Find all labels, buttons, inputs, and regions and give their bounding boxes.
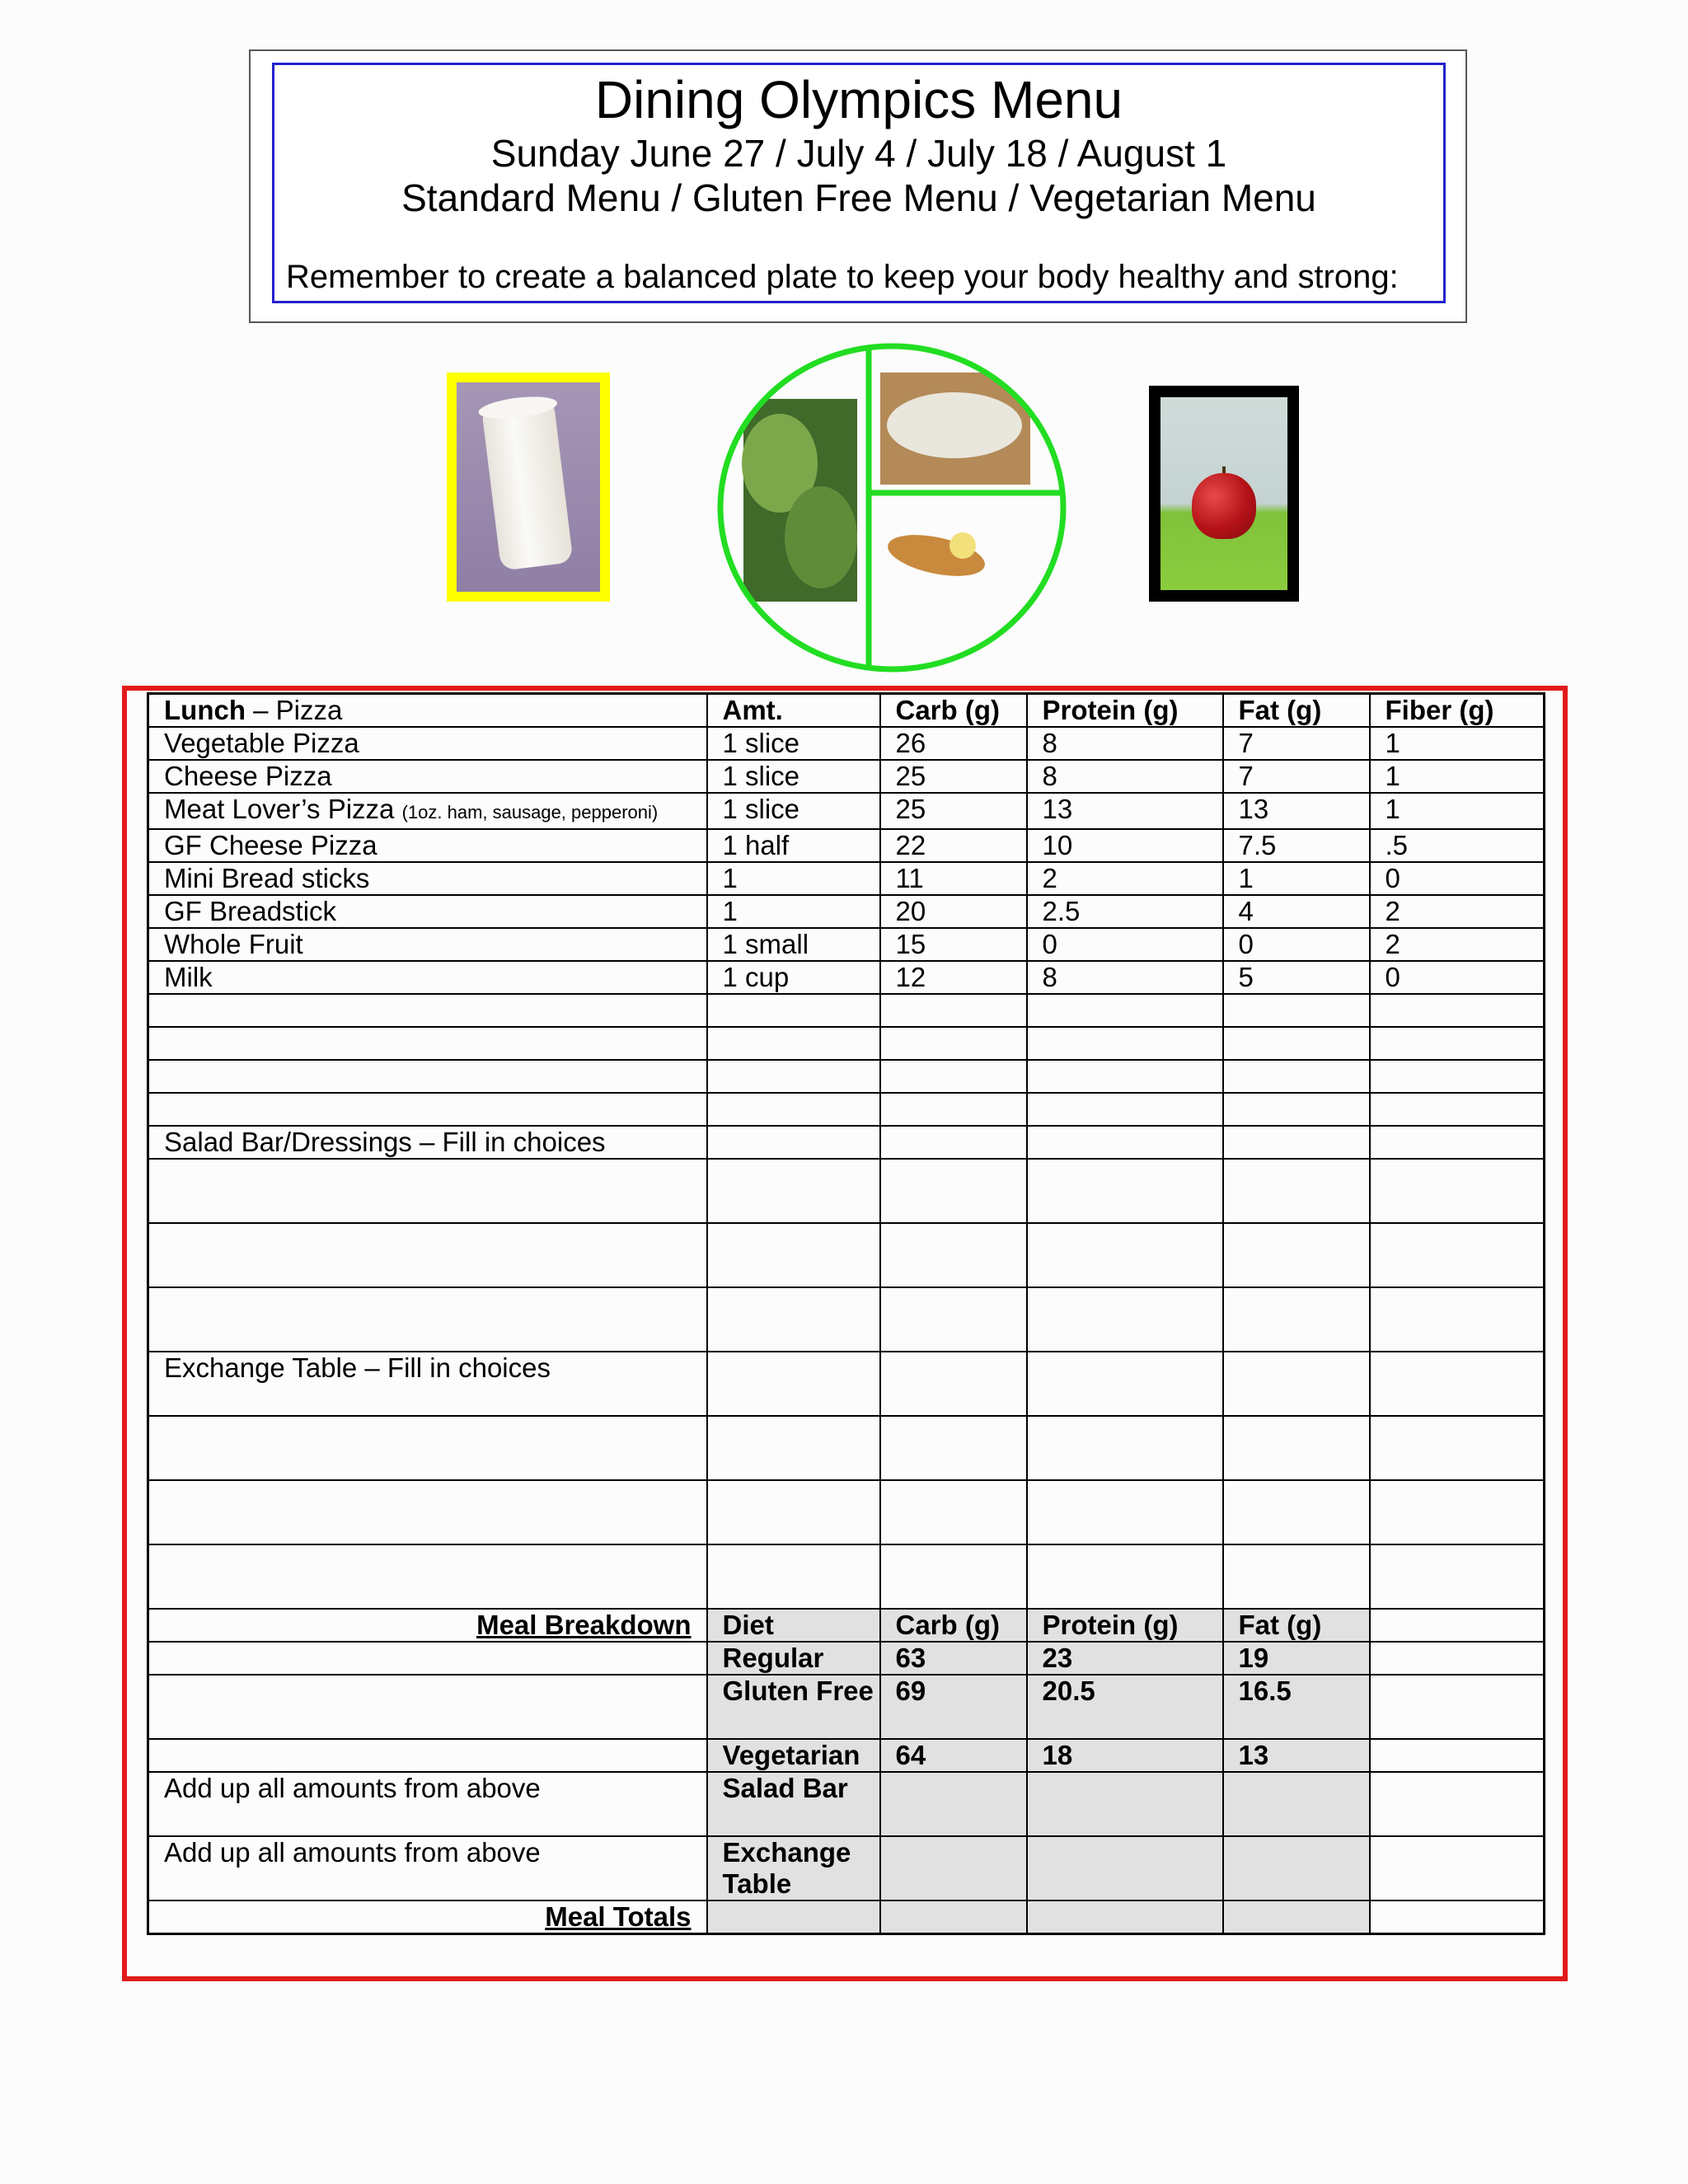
fill-in-cell[interactable] [148, 1544, 707, 1609]
item-amt: 1 half [707, 829, 880, 862]
item-protein: 2 [1027, 862, 1223, 895]
breakdown-protein: 23 [1027, 1642, 1223, 1675]
fish-fillet-icon [884, 527, 989, 583]
item-name: GF Breadstick [148, 895, 707, 928]
fill-in-cell[interactable] [1223, 1223, 1370, 1287]
item-name: GF Cheese Pizza [148, 829, 707, 862]
salad-bar-fill-row [148, 1223, 1545, 1287]
fill-in-cell[interactable] [880, 1900, 1027, 1934]
item-amt: 1 [707, 862, 880, 895]
fill-in-cell[interactable] [148, 1480, 707, 1544]
blank-cell[interactable] [148, 1060, 707, 1093]
blank-cell[interactable] [880, 1126, 1027, 1159]
salad-bar-fill-row [148, 1159, 1545, 1223]
breakdown-fat: 16.5 [1223, 1675, 1370, 1739]
fill-in-cell[interactable] [1027, 1544, 1223, 1609]
fill-in-cell[interactable] [1223, 1544, 1370, 1609]
blank-row [148, 1060, 1545, 1093]
fill-in-cell[interactable] [880, 1480, 1027, 1544]
item-amt: 1 slice [707, 727, 880, 760]
blank-cell [148, 1739, 707, 1772]
blank-cell[interactable] [1223, 1126, 1370, 1159]
header-fiber: Fiber (g) [1370, 694, 1545, 728]
fill-in-cell[interactable] [707, 1900, 880, 1934]
blank-cell[interactable] [1370, 1126, 1545, 1159]
breakdown-carb: 63 [880, 1642, 1027, 1675]
fill-in-cell[interactable] [1027, 1900, 1223, 1934]
breakdown-diet: Exchange Table [707, 1836, 880, 1900]
item-protein: 8 [1027, 961, 1223, 994]
fill-in-cell[interactable] [1027, 1836, 1223, 1900]
item-protein: 8 [1027, 760, 1223, 793]
item-fiber: 1 [1370, 727, 1545, 760]
blank-cell[interactable] [1027, 1060, 1223, 1093]
fill-in-cell[interactable] [707, 1159, 880, 1223]
item-fat: 5 [1223, 961, 1370, 994]
exchange-header-row [148, 1352, 1545, 1416]
fill-in-cell[interactable] [1223, 1159, 1370, 1223]
blank-cell[interactable] [880, 1027, 1027, 1060]
exchange-fill-row [148, 1480, 1545, 1544]
breakdown-diet-header: Diet [707, 1609, 880, 1642]
blank-cell[interactable] [1027, 1126, 1223, 1159]
item-fiber: 2 [1370, 895, 1545, 928]
table-row [148, 961, 1545, 994]
item-name: Vegetable Pizza [148, 727, 707, 760]
fill-in-cell[interactable] [880, 1772, 1027, 1836]
fill-in-cell[interactable] [707, 1352, 880, 1416]
breakdown-protein: 18 [1027, 1739, 1223, 1772]
fill-in-cell[interactable] [707, 1480, 880, 1544]
sour-cream-icon [887, 392, 1022, 458]
header-protein: Protein (g) [1027, 694, 1223, 728]
item-amt: 1 slice [707, 760, 880, 793]
balanced-plate-note: Remember to create a balanced plate to keep your body healthy and strong: [286, 259, 1399, 295]
header-carb: Carb (g) [880, 694, 1027, 728]
fill-in-cell[interactable] [1370, 1480, 1545, 1544]
header-amt: Amt. [707, 694, 880, 728]
breakdown-diet: Vegetarian [707, 1739, 880, 1772]
item-carb: 26 [880, 727, 1027, 760]
fill-in-cell[interactable] [880, 1352, 1027, 1416]
breakdown-diet: Regular [707, 1642, 880, 1675]
blank-cell [1370, 1900, 1545, 1934]
item-fiber: 0 [1370, 862, 1545, 895]
blank-cell[interactable] [1027, 1027, 1223, 1060]
header-box [249, 49, 1467, 323]
table-row [148, 895, 1545, 928]
table-row [148, 829, 1545, 862]
fill-in-cell[interactable] [1223, 1836, 1370, 1900]
blank-cell [1370, 1675, 1545, 1739]
blank-cell[interactable] [1223, 1093, 1370, 1126]
meal-totals-label: Meal Totals [148, 1900, 707, 1934]
breakdown-row-exchange [148, 1836, 1545, 1900]
blank-cell[interactable] [148, 1093, 707, 1126]
item-carb: 15 [880, 928, 1027, 961]
breakdown-fat-header: Fat (g) [1223, 1609, 1370, 1642]
breakdown-protein-header: Protein (g) [1027, 1609, 1223, 1642]
fill-in-cell[interactable] [1027, 1416, 1223, 1480]
fill-in-cell[interactable] [1370, 1223, 1545, 1287]
item-carb: 25 [880, 793, 1027, 829]
fill-in-cell[interactable] [1027, 1159, 1223, 1223]
fill-in-cell[interactable] [880, 1159, 1027, 1223]
menu-types: Standard Menu / Gluten Free Menu / Vegetarian Menu [401, 176, 1316, 219]
header-fat: Fat (g) [1223, 694, 1370, 728]
item-carb: 25 [880, 760, 1027, 793]
item-fiber: 2 [1370, 928, 1545, 961]
breakdown-row-salad-bar [148, 1772, 1545, 1836]
item-carb: 22 [880, 829, 1027, 862]
fill-in-cell[interactable] [1027, 1480, 1223, 1544]
fill-in-cell[interactable] [707, 1287, 880, 1352]
table-row [148, 862, 1545, 895]
fill-in-cell[interactable] [1223, 1352, 1370, 1416]
fill-in-cell[interactable] [1223, 1287, 1370, 1352]
menu-table [147, 692, 1545, 1935]
lemon-slice-icon [950, 532, 976, 559]
apple-photo [1149, 386, 1299, 602]
item-fiber: 0 [1370, 961, 1545, 994]
item-fiber: .5 [1370, 829, 1545, 862]
table-row [148, 928, 1545, 961]
add-up-instruction: Add up all amounts from above [148, 1836, 707, 1900]
blank-cell[interactable] [707, 1093, 880, 1126]
fill-in-cell[interactable] [1223, 1416, 1370, 1480]
blank-cell [1370, 1642, 1545, 1675]
blank-cell[interactable] [880, 994, 1027, 1027]
salad-bar-fill-row [148, 1287, 1545, 1352]
blank-cell[interactable] [707, 1126, 880, 1159]
blank-cell [1370, 1836, 1545, 1900]
fill-in-cell[interactable] [880, 1544, 1027, 1609]
item-fat: 1 [1223, 862, 1370, 895]
fill-in-cell[interactable] [1370, 1352, 1545, 1416]
fill-in-cell[interactable] [1027, 1772, 1223, 1836]
item-carb: 11 [880, 862, 1027, 895]
fill-in-cell[interactable] [1370, 1159, 1545, 1223]
item-protein: 0 [1027, 928, 1223, 961]
blank-cell[interactable] [1370, 1093, 1545, 1126]
table-row [148, 793, 1545, 829]
item-fiber: 1 [1370, 760, 1545, 793]
item-fat: 4 [1223, 895, 1370, 928]
blank-cell [148, 1675, 707, 1739]
item-fiber: 1 [1370, 793, 1545, 829]
item-amt: 1 slice [707, 793, 880, 829]
blank-cell[interactable] [707, 1027, 880, 1060]
item-amt: 1 [707, 895, 880, 928]
blank-cell[interactable] [880, 1093, 1027, 1126]
fill-in-cell[interactable] [707, 1416, 880, 1480]
exchange-fill-row [148, 1544, 1545, 1609]
blank-cell[interactable] [707, 1060, 880, 1093]
breakdown-diet: Salad Bar [707, 1772, 880, 1836]
blank-cell[interactable] [1223, 1027, 1370, 1060]
lettuce-leaf-icon [785, 486, 857, 588]
fill-in-cell[interactable] [880, 1836, 1027, 1900]
item-protein: 10 [1027, 829, 1223, 862]
fill-in-cell[interactable] [1027, 1287, 1223, 1352]
item-fat: 0 [1223, 928, 1370, 961]
blank-cell [1370, 1772, 1545, 1836]
blank-cell[interactable] [1370, 994, 1545, 1027]
item-name: Whole Fruit [148, 928, 707, 961]
blank-row [148, 994, 1545, 1027]
blank-cell[interactable] [1223, 994, 1370, 1027]
blank-row [148, 1027, 1545, 1060]
header-inner-box [272, 63, 1446, 303]
item-name: Meat Lover’s Pizza (1oz. ham, sausage, pepperoni) [148, 793, 707, 829]
item-fat: 7.5 [1223, 829, 1370, 862]
apple-icon [1192, 473, 1256, 539]
fill-in-cell[interactable] [1370, 1287, 1545, 1352]
breakdown-header-row [148, 1609, 1545, 1642]
blank-cell[interactable] [148, 994, 707, 1027]
header-lunch: Lunch – Pizza [148, 694, 707, 728]
fill-in-cell[interactable] [148, 1159, 707, 1223]
table-row [148, 727, 1545, 760]
fill-in-cell[interactable] [1223, 1772, 1370, 1836]
fill-in-cell[interactable] [707, 1544, 880, 1609]
blank-cell[interactable] [1370, 1027, 1545, 1060]
fill-in-cell[interactable] [148, 1287, 707, 1352]
add-up-instruction: Add up all amounts from above [148, 1772, 707, 1836]
fill-in-cell[interactable] [707, 1223, 880, 1287]
item-protein: 2.5 [1027, 895, 1223, 928]
breakdown-row-vegetarian [148, 1739, 1545, 1772]
table-header-row [148, 694, 1545, 728]
item-fat: 7 [1223, 760, 1370, 793]
plate-foods [742, 373, 1030, 602]
table-row [148, 760, 1545, 793]
breakdown-row-regular [148, 1642, 1545, 1675]
fill-in-cell[interactable] [1027, 1352, 1223, 1416]
salad-bar-header-row [148, 1126, 1545, 1159]
page-title: Dining Olympics Menu [594, 70, 1123, 129]
menu-dates: Sunday June 27 / July 4 / July 18 / August 1 [490, 132, 1227, 175]
blank-cell[interactable] [880, 1060, 1027, 1093]
breakdown-row-gluten-free [148, 1675, 1545, 1739]
blank-cell [1370, 1739, 1545, 1772]
exchange-table-label: Exchange Table – Fill in choices [148, 1352, 707, 1416]
fill-in-cell[interactable] [1370, 1544, 1545, 1609]
item-amt: 1 cup [707, 961, 880, 994]
fill-in-cell[interactable] [1027, 1223, 1223, 1287]
breakdown-carb-header: Carb (g) [880, 1609, 1027, 1642]
salad-bar-label: Salad Bar/Dressings – Fill in choices [148, 1126, 707, 1159]
fill-in-cell[interactable] [880, 1416, 1027, 1480]
blank-cell[interactable] [148, 1027, 707, 1060]
item-note: (1oz. ham, sausage, pepperoni) [401, 802, 659, 823]
blank-cell[interactable] [707, 994, 880, 1027]
breakdown-diet: Gluten Free [707, 1675, 880, 1739]
item-amt: 1 small [707, 928, 880, 961]
fill-in-cell[interactable] [148, 1416, 707, 1480]
exchange-fill-row [148, 1416, 1545, 1480]
item-name: Mini Bread sticks [148, 862, 707, 895]
item-carb: 20 [880, 895, 1027, 928]
fill-in-cell[interactable] [1223, 1480, 1370, 1544]
breakdown-carb: 69 [880, 1675, 1027, 1739]
milk-glass-photo [447, 373, 610, 602]
meal-totals-row [148, 1900, 1545, 1934]
balanced-plate-diagram [714, 340, 1071, 677]
meal-breakdown-label: Meal Breakdown [148, 1609, 707, 1642]
breakdown-fat: 19 [1223, 1642, 1370, 1675]
blank-cell[interactable] [1027, 1093, 1223, 1126]
fill-in-cell[interactable] [1223, 1900, 1370, 1934]
blank-cell[interactable] [1027, 994, 1223, 1027]
item-name: Milk [148, 961, 707, 994]
item-protein: 8 [1027, 727, 1223, 760]
blank-cell[interactable] [1370, 1060, 1545, 1093]
blank-cell [1370, 1609, 1545, 1642]
item-fat: 13 [1223, 793, 1370, 829]
item-name: Cheese Pizza [148, 760, 707, 793]
blank-row [148, 1093, 1545, 1126]
item-carb: 12 [880, 961, 1027, 994]
blank-cell[interactable] [1223, 1060, 1370, 1093]
breakdown-fat: 13 [1223, 1739, 1370, 1772]
item-fat: 7 [1223, 727, 1370, 760]
fill-in-cell[interactable] [148, 1223, 707, 1287]
item-protein: 13 [1027, 793, 1223, 829]
fill-in-cell[interactable] [1370, 1416, 1545, 1480]
breakdown-protein: 20.5 [1027, 1675, 1223, 1739]
breakdown-carb: 64 [880, 1739, 1027, 1772]
blank-cell [148, 1642, 707, 1675]
fill-in-cell[interactable] [880, 1287, 1027, 1352]
fill-in-cell[interactable] [880, 1223, 1027, 1287]
